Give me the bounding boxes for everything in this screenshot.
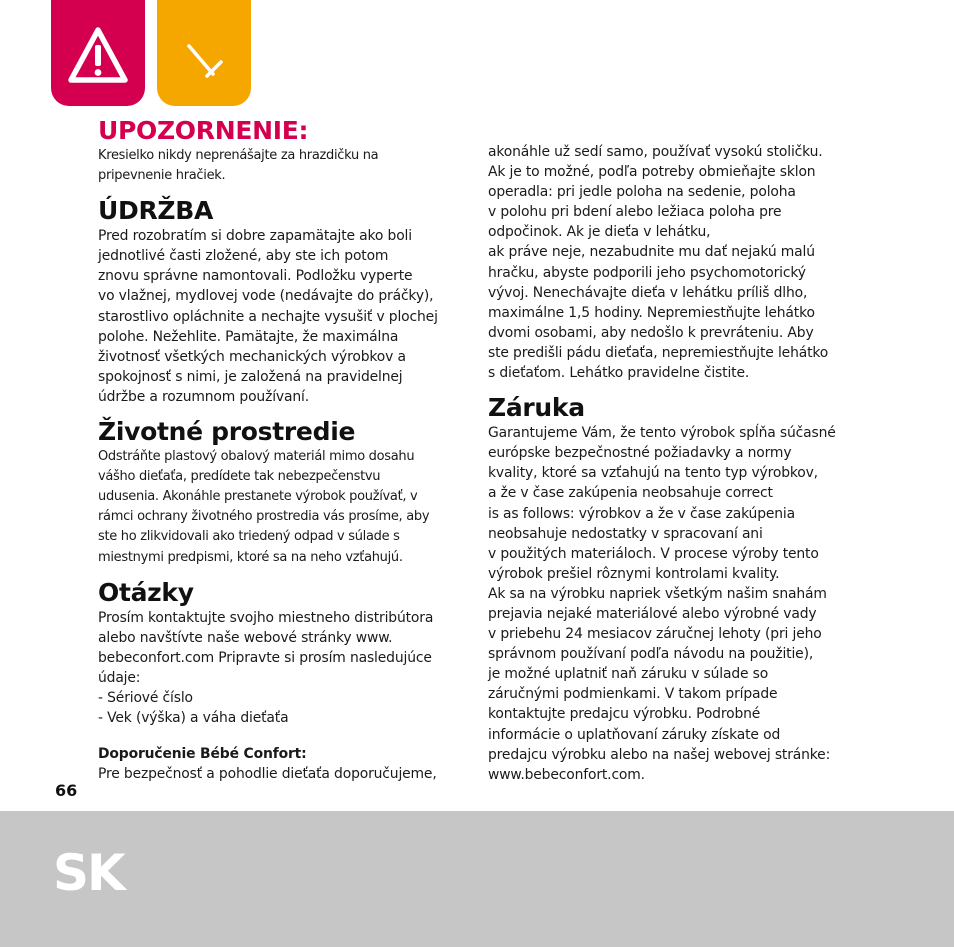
maintenance-heading: ÚDRŽBA	[98, 196, 214, 226]
tool-icon	[157, 0, 251, 106]
questions-heading: Otázky	[98, 577, 194, 607]
environment-text: Odstráňte plastový obalový materiál mimo dosahu vášho dieťaťa, predídete tak nebezpečenstvu udusenia. Akonáhle prestanete výrobok používať, v rámci ochrany životného prostredia vás prosíme, aby ste ho zlikvidovali ako triedený odpad v súlade s miestnymi predpismi, ktoré sa na neho vzťahujú.	[98, 449, 430, 565]
right-column	[488, 142, 848, 785]
warranty-heading: Záruka	[488, 393, 585, 423]
warning-heading: UPOZORNENIE:	[98, 116, 309, 145]
left-column	[98, 116, 458, 784]
continued-text: akonáhle už sedí samo, používať vysokú stoličku. Ak je to možné, podľa potreby obmieňajte sklon operadla: pri jedle poloha na sedenie, poloha v polohu pri bdení alebo ležiaca poloha pre odpočinok. Ak je dieťa v lehátku, ak práve neje, nezabudnite mu dať nejakú malú hračku, abyste podporili jeho psychomotorický vývoj. Nenechávajte dieťa v lehátku príliš dlho, maximálne 1,5 hodiny. Nepremiestňujte lehátko dvomi osobami, aby nedošlo k prevráteniu. Aby ste predišli pádu dieťaťa, nepremiestňujte lehátko s dieťaťom. Lehátko pravidelne čistite.	[488, 144, 829, 382]
tool-tab	[157, 0, 251, 106]
warning-tab	[51, 0, 145, 106]
warranty-text: Garantujeme Vám, že tento výrobok spĺňa súčasné európske bezpečnostné požiadavky a normy kvality, ktoré sa vzťahujú na tento typ výrobkov, a že v čase zakúpenia neobsahuje correct is as follows: výrobkov a že v čase zakúpenia neobsahuje nedostatky v spracovaní ani v použitých materiáloch. V procese výroby tento výrobok prešiel rôznymi kontrolami kvality. Ak sa na výrobku napriek všetkým našim snahám prejavia nejaké materiálové alebo výrobné vady v priebehu 24 mesiacov záručnej lehoty (pri jeho správnom používaní podľa návodu na použitie), je možné uplatniť naň záruku v súlade so záručnými podmienkami. V takom prípade kontaktujte predajcu výrobku. Podrobné informácie o uplatňovaní záruky získate od predajcu výrobku alebo na našej webovej stránke: www.bebeconfort.com.	[488, 425, 836, 783]
page-number: 66	[55, 781, 78, 800]
warning-triangle-icon	[51, 0, 145, 106]
environment-heading: Životné prostredie	[98, 417, 356, 447]
language-code: SK	[53, 844, 124, 902]
footer-band	[0, 811, 954, 947]
questions-text: Prosím kontaktujte svojho miestneho distribútora alebo navštívte naše webové stránky www. bebeconfort.com Pripravte si prosím nasledujúce údaje: - Sériové číslo - Vek (výška) a váha dieťaťa	[98, 609, 434, 727]
maintenance-text: Pred rozobratím si dobre zapamätajte ako boli jednotlivé časti zložené, aby ste ich potom znovu správne namontovali. Podložku vyperte vo vlažnej, mydlovej vode (nedávajte do práčky), starostlivo opláchnite a nechajte vysušiť v plochej polohe. Nežehlite. Pamätajte, že maximálna životnosť všetkých mechanických výrobkov a spokojnosť s nimi, je založená na pravidelnej údržbe a rozumnom používaní.	[98, 228, 438, 405]
warning-text: Kresielko nikdy neprenášajte za hrazdičku na pripevnenie hračiek.	[98, 148, 379, 184]
recommendation-text: Pre bezpečnosť a pohodlie dieťaťa doporučujeme,	[98, 766, 437, 783]
recommendation-title: Doporučenie Bébé Confort:	[98, 746, 307, 763]
